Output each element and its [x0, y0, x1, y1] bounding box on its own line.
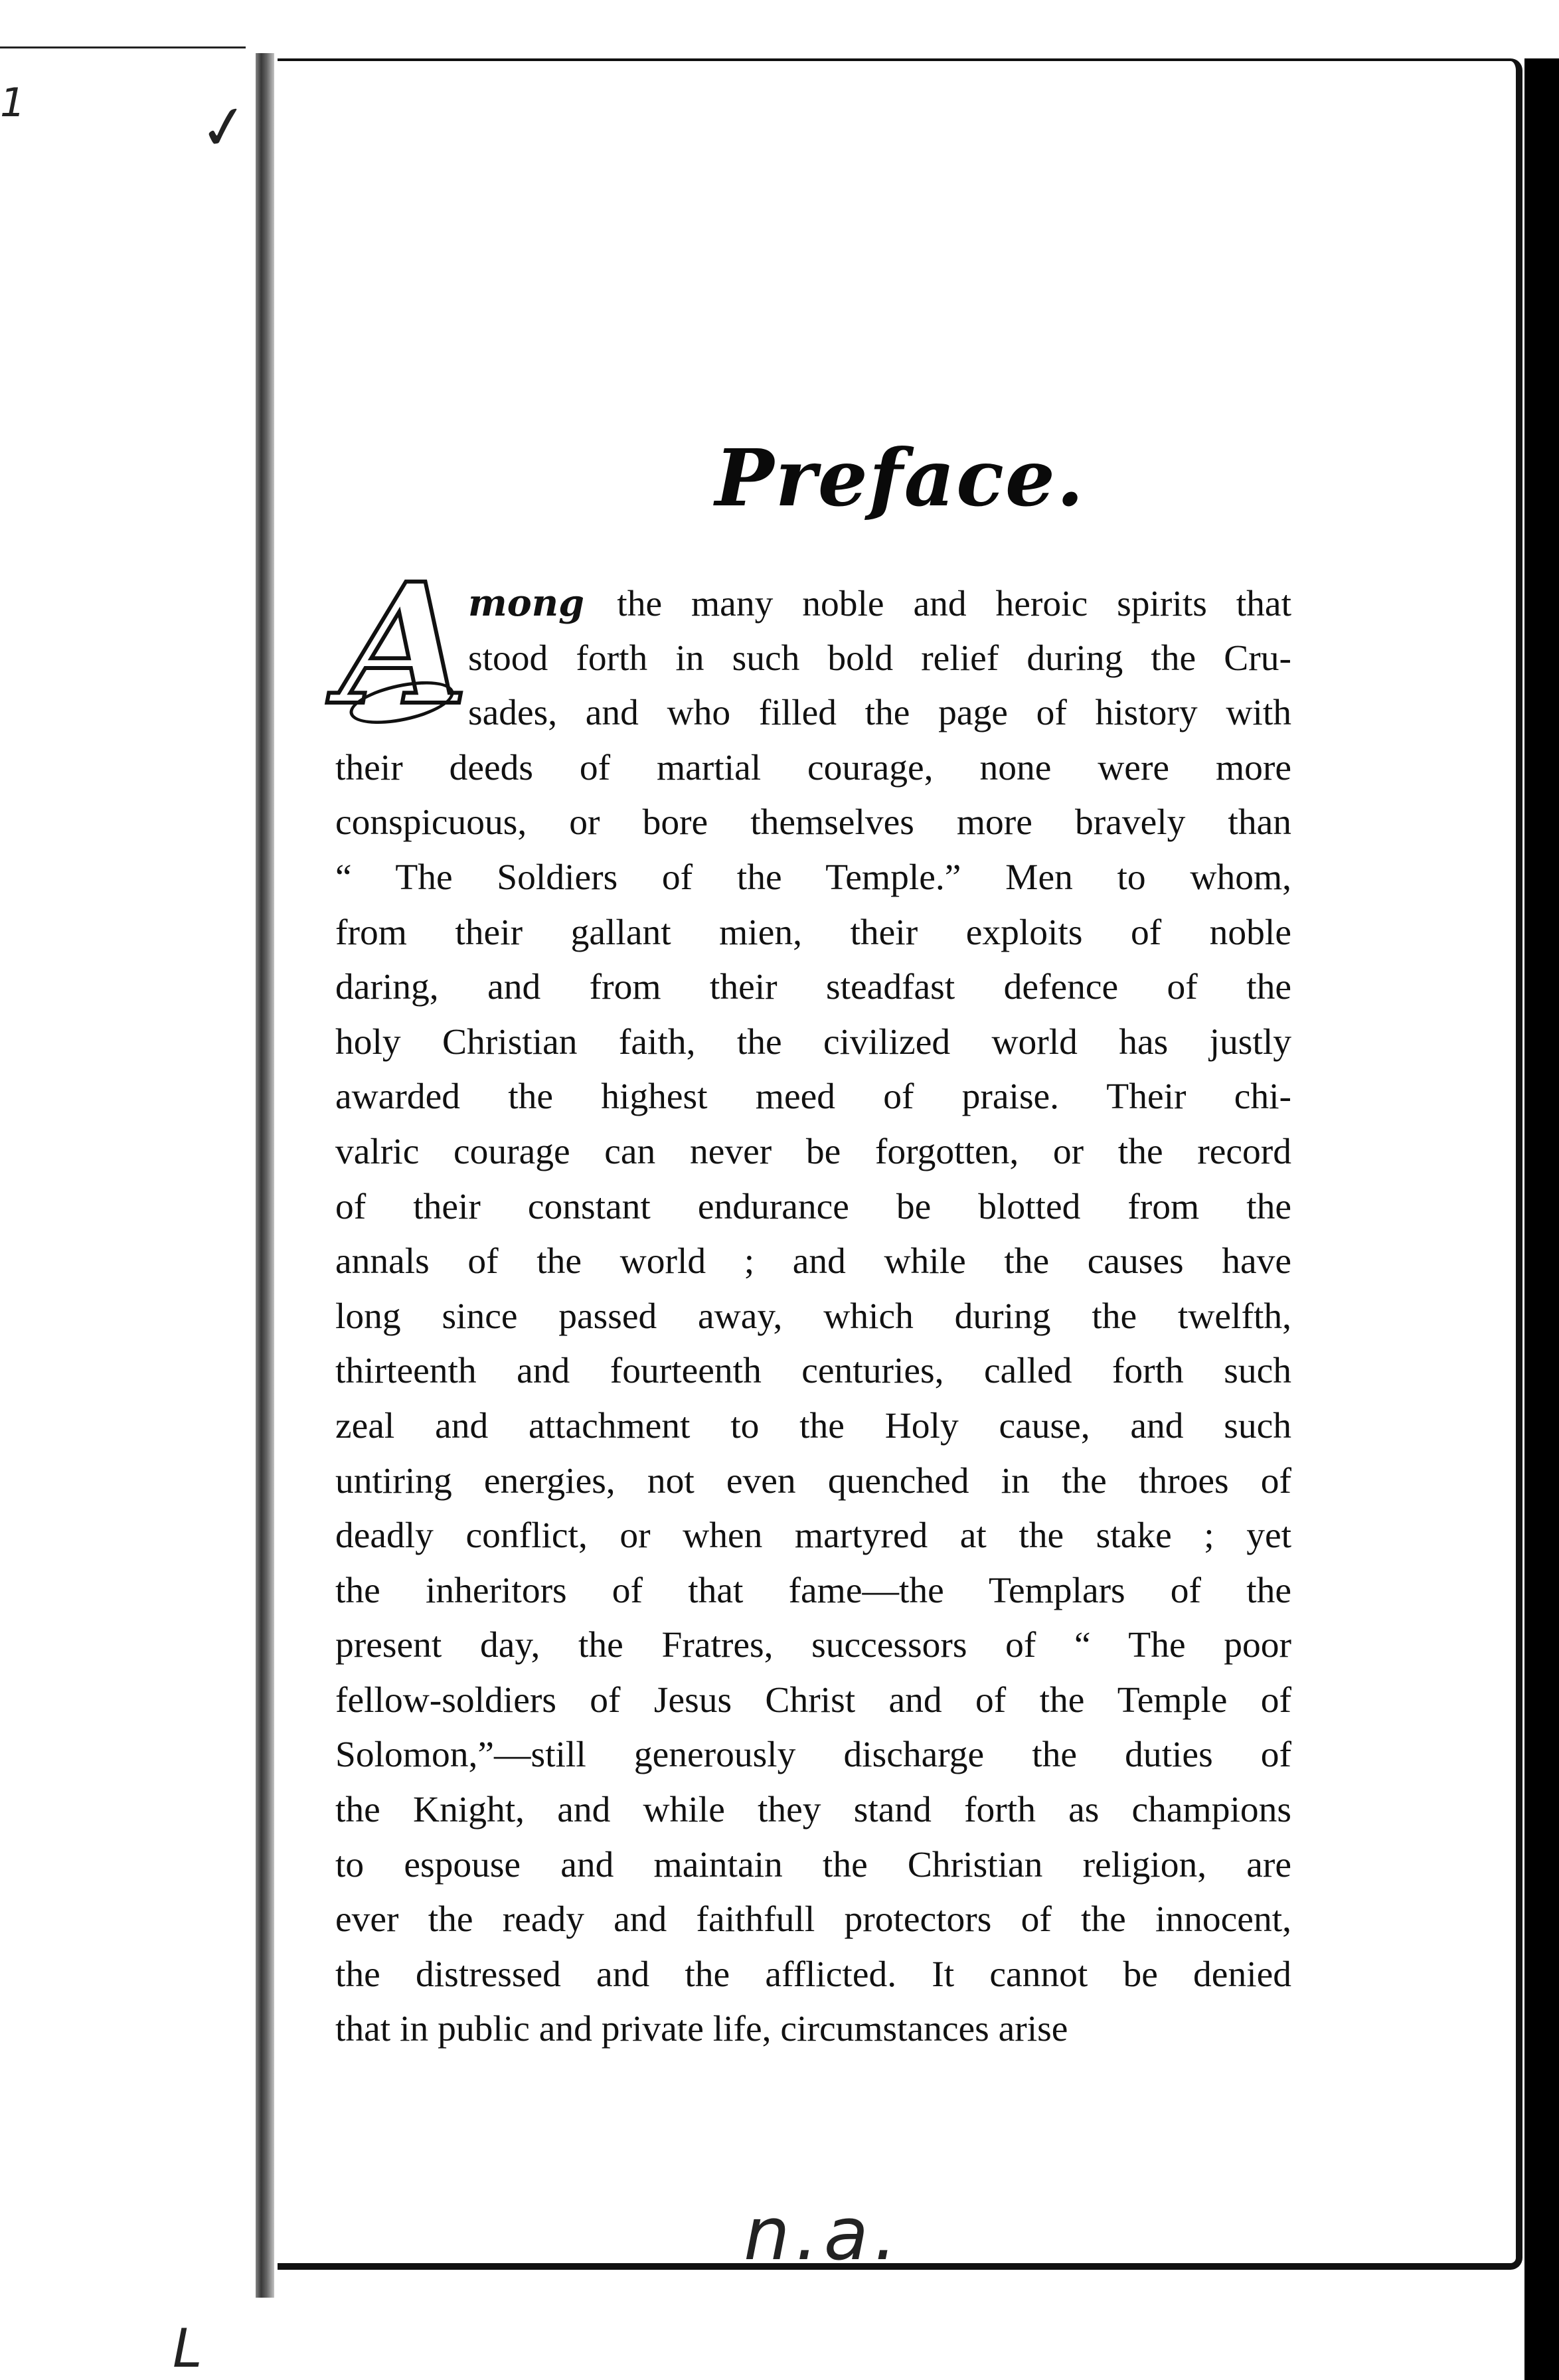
check-mark: ✓	[195, 90, 254, 166]
text-line: daring, and from their steadfast defence of the	[335, 967, 1291, 1008]
text-line	[335, 576, 1291, 632]
text-line: of their constant endurance be blotted from the	[335, 1186, 1291, 1227]
left-leaf	[0, 0, 246, 2380]
text-line: to espouse and maintain the Christian religion, are	[335, 1844, 1291, 1885]
text-line-content: the many noble and heroic spirits that	[617, 584, 1291, 624]
text-line: the distressed and the afflicted. It cannot be denied	[335, 1954, 1291, 1995]
text-line: untiring energies, not even quenched in the throes of	[335, 1460, 1291, 1501]
drop-cap: A	[340, 547, 469, 742]
text-line: “ The Soldiers of the Temple.” Men to whom,	[335, 857, 1291, 898]
text-line: the inheritors of that fame—the Templars of the	[335, 1570, 1291, 1611]
text-line: that in public and private life, circumstances arise	[335, 2009, 1068, 2050]
text-line: present day, the Fratres, successors of “ The poor	[335, 1625, 1291, 1666]
text-line: zeal and attachment to the Holy cause, and such	[335, 1405, 1291, 1446]
page-title: Preface.	[714, 432, 1086, 524]
text-line: awarded the highest meed of praise. Their chi-	[335, 1076, 1291, 1118]
text-line: Solomon,”—still generously discharge the duties of	[335, 1735, 1291, 1776]
text-line: their deeds of martial courage, none were more	[335, 747, 1291, 788]
body-text	[335, 576, 1291, 2057]
text-line: valric courage can never be forgotten, or the record	[335, 1131, 1291, 1172]
binding-fold	[256, 53, 274, 2298]
corner-mark: L	[173, 2318, 203, 2379]
text-line: sades, and who filled the page of history with	[468, 693, 1291, 734]
margin-mark: 1	[0, 80, 26, 126]
leaf-edge-line	[0, 46, 246, 48]
text-line: conspicuous, or bore themselves more bravely than	[335, 802, 1291, 843]
text-line: annals of the world ; and while the causes have	[335, 1241, 1291, 1282]
right-shadow	[1524, 58, 1559, 2380]
text-line: long since passed away, which during the twelfth,	[335, 1296, 1291, 1337]
text-line: the Knight, and while they stand forth as champions	[335, 1790, 1291, 1831]
shelf-mark: n.a.	[744, 2191, 903, 2276]
text-line: ever the ready and faithfull protectors of the innocent,	[335, 1899, 1291, 1940]
text-line: from their gallant mien, their exploits of noble	[335, 912, 1291, 953]
first-word-rest: mong	[468, 582, 617, 625]
text-line: fellow-soldiers of Jesus Christ and of the Temple of	[335, 1679, 1291, 1721]
text-line: deadly conflict, or when martyred at the stake ; yet	[335, 1515, 1291, 1557]
text-line: holy Christian faith, the civilized world has justly	[335, 1021, 1291, 1062]
text-line: stood forth in such bold relief during the Cru-	[468, 638, 1291, 679]
text-line: thirteenth and fourteenth centuries, called forth such	[335, 1351, 1291, 1392]
